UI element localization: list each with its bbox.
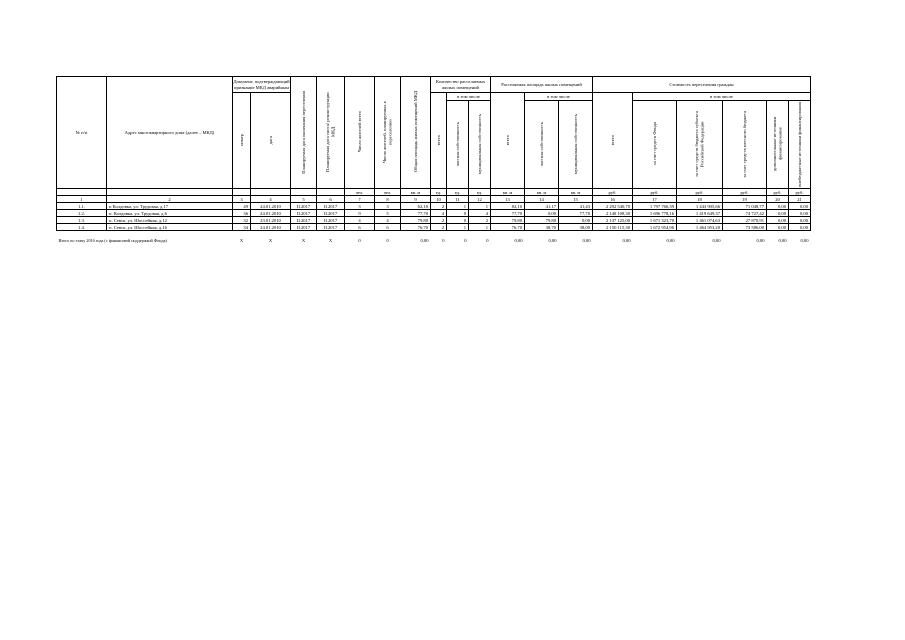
header-area-total: всего	[504, 134, 510, 146]
table-cell: 79,80	[401, 217, 431, 224]
table-cell: 1 443 905,66	[677, 203, 723, 210]
table-cell: II.2017	[317, 203, 345, 210]
totals-cell: 0,00	[712, 237, 721, 243]
header-local: за счет средств местного бюджета	[741, 110, 747, 178]
unit-cell: руб.	[767, 189, 789, 196]
table-cell: II.2017	[317, 210, 345, 217]
table-cell: 1 672 954,96	[633, 224, 677, 231]
unit-cell	[233, 189, 251, 196]
header-rooms-total: всего	[435, 134, 441, 146]
col-number: 7	[345, 196, 375, 203]
col-number: 3	[233, 196, 251, 203]
unit-cell: чел.	[375, 189, 401, 196]
header-region-cell	[677, 101, 723, 189]
resettlement-table	[56, 76, 811, 244]
col-number: 12	[469, 196, 491, 203]
table-cell: 1.2.	[57, 210, 107, 217]
table-cell: 0,00	[767, 210, 789, 217]
col-number: 1	[57, 196, 107, 203]
table-cell: 24.01.2010	[251, 203, 291, 210]
table-cell: 2 292 540,70	[593, 203, 633, 210]
table-cell: 2	[431, 217, 447, 224]
table-cell: 1	[469, 203, 491, 210]
table-cell: 1 461 074,63	[677, 217, 723, 224]
table-cell: 1	[469, 224, 491, 231]
col-number: 5	[291, 196, 317, 203]
table-cell: 1.1.	[57, 203, 107, 210]
table-cell: 9	[345, 210, 375, 217]
header-num: № п/п	[57, 77, 107, 189]
header-address: Адрес многоквартирного дома (далее – МКД)	[107, 77, 233, 189]
header-excess: внебюджетные источники финансирования	[796, 101, 802, 187]
header-area-settled: Расселяемая площадь жилых помещений	[491, 77, 593, 93]
col-number: 21	[789, 196, 811, 203]
header-region: за счет средств бюджета субъекта Российской Федерации	[694, 111, 705, 177]
unit-cell: руб.	[633, 189, 677, 196]
col-number: 4	[251, 196, 291, 203]
table-cell: 1 419 649,37	[677, 210, 723, 217]
header-total-area-cell	[401, 77, 431, 189]
table-cell: 73 586,00	[723, 224, 767, 231]
table-cell: 1.4.	[57, 224, 107, 231]
totals-cell: 0,00	[622, 237, 631, 243]
header-incl3: в том числе	[633, 93, 811, 101]
totals-cell: 0,00	[666, 237, 675, 243]
table-row	[57, 224, 811, 231]
totals-cell: 0	[358, 237, 361, 243]
table-cell: 6	[375, 224, 401, 231]
header-area-municipal-cell	[559, 101, 593, 189]
col-number: 9	[401, 196, 431, 203]
table-cell: 4	[345, 217, 375, 224]
table-cell: II.2017	[291, 210, 317, 217]
header-incl2: в том числе	[525, 93, 593, 101]
table-cell: II.2017	[291, 224, 317, 231]
table-row	[57, 210, 811, 217]
table-cell: 0,00	[789, 210, 811, 217]
table-cell: 1 696 778,16	[633, 210, 677, 217]
header-cost-total-cell	[593, 93, 633, 189]
table-cell: 1 671 323,70	[633, 217, 677, 224]
table-cell: 0	[447, 210, 469, 217]
totals-cell: 0,00	[548, 237, 557, 243]
totals-cell: 0,00	[514, 237, 523, 243]
header-area-private: частная собственность	[538, 121, 544, 167]
table-cell: 6	[345, 224, 375, 231]
totals-cell: 0,00	[420, 237, 429, 243]
header-municipal-own-cell	[469, 101, 491, 189]
unit-cell	[251, 189, 291, 196]
table-cell: 41,43	[559, 203, 593, 210]
table-cell: 0,00	[559, 217, 593, 224]
unit-cell: руб.	[677, 189, 723, 196]
units-row	[57, 189, 811, 196]
table-cell: 1	[447, 203, 469, 210]
col-number: 20	[767, 196, 789, 203]
table-cell: 0,00	[789, 224, 811, 231]
col-number: 8	[375, 196, 401, 203]
totals-cell: 0	[486, 237, 489, 243]
header-incl1: в том числе	[447, 93, 491, 101]
header-planned-end: Планируемая дата окончания переселения	[300, 90, 306, 174]
col-number: 15	[559, 196, 593, 203]
header-municipal-own: муниципальная собственность	[476, 113, 482, 175]
header-rooms-count: Количество расселяемых жилых помещений	[431, 77, 491, 93]
table-cell: 0,00	[767, 224, 789, 231]
table-cell: 1	[447, 224, 469, 231]
table-cell: 2 140 108,30	[593, 210, 633, 217]
table-cell: п. Колдовка, ул. Трудовая, д.6	[107, 210, 233, 217]
unit-cell	[57, 189, 107, 196]
col-number: 10	[431, 196, 447, 203]
table-cell: 4	[469, 210, 491, 217]
totals-row	[57, 237, 811, 244]
table-cell: 4	[431, 210, 447, 217]
totals-cell: 0,00	[582, 237, 591, 243]
header-area-private-cell	[525, 101, 559, 189]
table-row	[57, 203, 811, 210]
unit-cell: кв. м	[559, 189, 593, 196]
header-area-total-cell	[491, 93, 525, 189]
col-number: 6	[317, 196, 345, 203]
unit-cell: кв. м	[401, 189, 431, 196]
table-cell: 0,00	[525, 210, 559, 217]
table-cell: 2 137 125,00	[593, 217, 633, 224]
table-cell: II.2017	[317, 217, 345, 224]
col-number: 17	[633, 196, 677, 203]
header-total-area: Общая площадь жилых помещений МКД	[412, 91, 418, 173]
table-cell: п Колдовка, ул. Трудовая, д.17	[107, 203, 233, 210]
header-rooms-total-cell	[431, 93, 447, 189]
header-cost: Стоимость переселения граждан	[593, 77, 811, 93]
table-cell: 23.01.2010	[251, 217, 291, 224]
unit-cell	[291, 189, 317, 196]
table-cell: 0,00	[767, 203, 789, 210]
col-number: 2	[107, 196, 233, 203]
header-doc-date: дата	[267, 135, 273, 145]
table-cell: 77,70	[559, 210, 593, 217]
header-extra-cell	[767, 101, 789, 189]
header-residents: Число жителей всего	[356, 111, 362, 153]
table-cell: 62,10	[401, 203, 431, 210]
totals-cell: 0,00	[800, 237, 809, 243]
table-cell: 79,80	[491, 217, 525, 224]
table-cell: 5	[375, 210, 401, 217]
header-fund: за счет средств Фонда	[651, 122, 657, 166]
table-cell: 2	[431, 224, 447, 231]
table-cell: п. Севск, ул. Шоссейная, д.12	[107, 217, 233, 224]
totals-cell: X	[301, 237, 306, 243]
table-cell: 24.01.2010	[251, 210, 291, 217]
header-excess-cell	[789, 101, 811, 189]
table-cell: 2	[469, 217, 491, 224]
unit-cell	[317, 189, 345, 196]
table-cell: 3	[345, 203, 375, 210]
table-cell: 79,80	[525, 217, 559, 224]
table-cell: 77,70	[401, 210, 431, 217]
col-number: 16	[593, 196, 633, 203]
table-cell: 41,17	[525, 203, 559, 210]
table-cell: 1 464 953,20	[677, 224, 723, 231]
table-cell: 82,10	[491, 203, 525, 210]
totals-cell: X	[268, 237, 273, 243]
table-cell: 34	[233, 224, 251, 231]
table-cell: 77,70	[491, 210, 525, 217]
header-area-municipal: муниципальная собственность	[572, 113, 578, 175]
totals-cell: 0	[386, 237, 389, 243]
table-cell: 3	[375, 203, 401, 210]
table-cell: 71 048,77	[723, 203, 767, 210]
header-private-own: частная собственность	[454, 121, 460, 167]
unit-cell: кв. м	[491, 189, 525, 196]
table-cell: 76,70	[491, 224, 525, 231]
table-cell: 0	[447, 217, 469, 224]
table-cell: 32	[233, 217, 251, 224]
header-residents-planned: Число жителей, планируемых к переселению	[382, 101, 393, 163]
totals-cell: 0,00	[756, 237, 765, 243]
table-cell: 24.01.2010	[251, 224, 291, 231]
header-doc-number: номер	[238, 134, 244, 146]
table-cell: 4	[375, 217, 401, 224]
table-cell: 38,70	[525, 224, 559, 231]
unit-cell: кв. м	[525, 189, 559, 196]
table-cell: 38,00	[559, 224, 593, 231]
totals-cell: 0,00	[778, 237, 787, 243]
unit-cell: ед.	[447, 189, 469, 196]
table-cell: 36	[233, 210, 251, 217]
table-cell: 1 797 766,39	[633, 203, 677, 210]
header-extra: дополнительные источники финансирования	[772, 116, 783, 172]
header-doc-date-cell	[251, 93, 291, 189]
table-cell: 2	[431, 203, 447, 210]
unit-cell: ед.	[469, 189, 491, 196]
table-cell: 1.3.	[57, 217, 107, 224]
totals-cell: X	[239, 237, 244, 243]
column-numbers-row	[57, 196, 811, 203]
col-number: 13	[491, 196, 525, 203]
table-cell: 0,00	[789, 203, 811, 210]
table-cell: 74 727,42	[723, 210, 767, 217]
table-cell: II.2017	[317, 224, 345, 231]
table-cell: п. Севск, ул. Шоссейная, д.16	[107, 224, 233, 231]
unit-cell	[107, 189, 233, 196]
col-number: 18	[677, 196, 723, 203]
table-cell: II.2017	[291, 217, 317, 224]
unit-cell: ед.	[431, 189, 447, 196]
table-cell: 76,70	[401, 224, 431, 231]
unit-cell: руб.	[723, 189, 767, 196]
table-row	[57, 217, 811, 224]
totals-label: Итого по этапу 2016 года (с финансовой поддержкой Фонда)	[58, 237, 167, 243]
header-residents-planned-cell	[375, 77, 401, 189]
header-fund-cell	[633, 101, 677, 189]
header-residents-cell	[345, 77, 375, 189]
col-number: 11	[447, 196, 469, 203]
table-cell: II.2017	[291, 203, 317, 210]
header-document: Документ, подтверждающий признание МКД аварийным	[233, 77, 291, 93]
header-planned-end-cell	[291, 77, 317, 189]
header-planned-demolish-cell	[317, 77, 345, 189]
table-cell: 0,00	[789, 217, 811, 224]
totals-cell: 0	[442, 237, 445, 243]
header-planned-demolish: Планируемая дата сноса/ реконструкции МКД	[325, 92, 336, 172]
col-number: 14	[525, 196, 559, 203]
unit-cell: руб.	[593, 189, 633, 196]
unit-cell: руб.	[789, 189, 811, 196]
col-number: 19	[723, 196, 767, 203]
header-local-cell	[723, 101, 767, 189]
header-doc-number-cell	[233, 93, 251, 189]
table-cell: 27 870,91	[723, 217, 767, 224]
resettlement-table-container	[56, 76, 811, 244]
totals-cell: 0	[464, 237, 467, 243]
header-private-own-cell	[447, 101, 469, 189]
totals-cell: X	[328, 237, 333, 243]
table-cell: 49	[233, 203, 251, 210]
table-cell: 0,00	[767, 217, 789, 224]
table-cell: 2 150 115,30	[593, 224, 633, 231]
unit-cell: чел.	[345, 189, 375, 196]
header-cost-total: всего	[609, 134, 615, 146]
